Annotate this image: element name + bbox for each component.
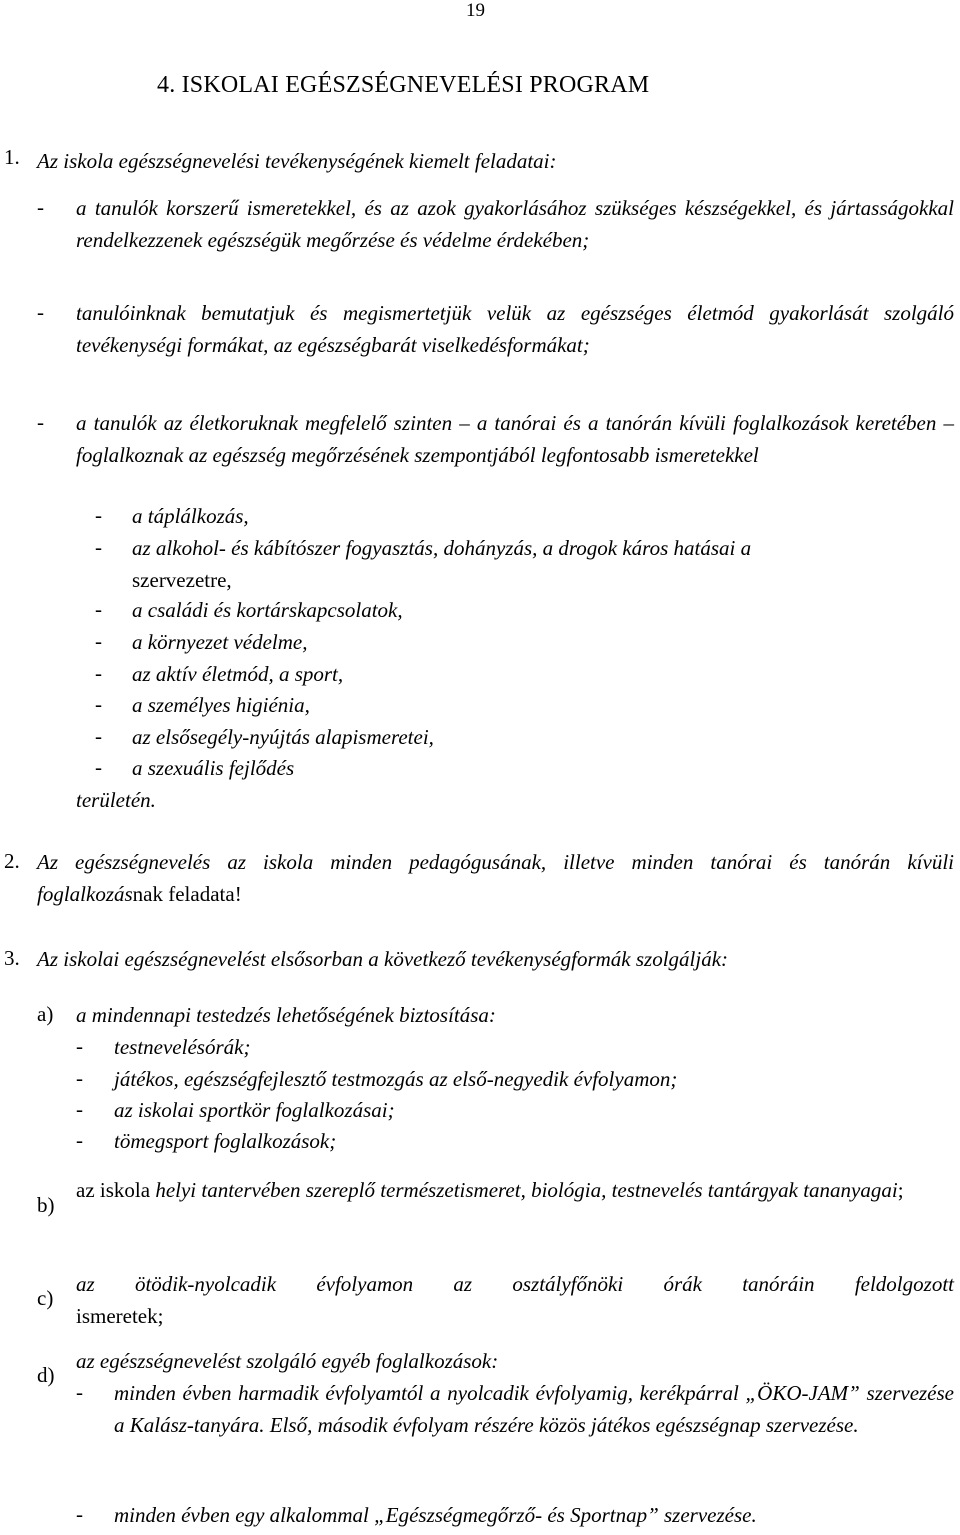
section-1-item-1-text: a tanulók korszerű ismeretekkel, és az azok gyakorlásához szükséges készségekkel, és jártasságokkal rendelkezzenek egészségük megőrzése és védelme érdekében; bbox=[76, 196, 954, 252]
sub-item-2-text: az alkohol- és kábítószer fogyasztás, dohányzás, a drogok káros hatásai a bbox=[132, 536, 752, 560]
sub-item-1-text: a táplálkozás, bbox=[132, 504, 249, 528]
sub-item-2-cont bbox=[132, 564, 232, 596]
sub-item-4-text: a környezet védelme, bbox=[132, 630, 308, 654]
section-1-closing bbox=[76, 784, 156, 816]
sub-item-3-text: a családi és kortárskapcsolatok, bbox=[132, 598, 403, 622]
sub-item-6 bbox=[132, 689, 310, 721]
section-3-heading bbox=[37, 943, 728, 975]
sub-dash-6: - bbox=[95, 692, 102, 716]
dash-1: - bbox=[37, 195, 44, 219]
a-item-4-text: tömegsport foglalkozások; bbox=[114, 1129, 337, 1153]
a-item-3 bbox=[114, 1094, 395, 1126]
item-c bbox=[76, 1268, 954, 1300]
item-a-label: a) bbox=[37, 1002, 54, 1026]
sub-dash-8: - bbox=[95, 755, 102, 779]
sub-item-8 bbox=[132, 752, 294, 784]
sub-item-8-text: a szexuális fejlődés bbox=[132, 756, 295, 780]
section-3-heading-text: Az iskolai egészségnevelést elsősorban a következő tevékenységformák szolgálják: bbox=[37, 947, 729, 971]
page-number: 19 bbox=[466, 0, 485, 21]
item-b-italic: helyi tantervében szereplő természetismeret, biológia, testnevelés tantárgyak tananyagai bbox=[155, 1178, 898, 1202]
a-dash-2: - bbox=[76, 1066, 83, 1090]
sub-item-5 bbox=[132, 658, 343, 690]
sub-dash-5: - bbox=[95, 661, 102, 685]
section-2-number: 2. bbox=[4, 849, 20, 873]
sub-item-4 bbox=[132, 626, 308, 658]
section-1-heading-text: Az iskola egészségnevelési tevékenységének kiemelt feladatai: bbox=[37, 149, 557, 173]
sub-item-7 bbox=[132, 721, 434, 753]
a-item-2-text: játékos, egészségfejlesztő testmozgás az első-negyedik évfolyamon; bbox=[114, 1067, 678, 1091]
sub-dash-1: - bbox=[95, 503, 102, 527]
item-d-text: az egészségnevelést szolgáló egyéb foglalkozások: bbox=[76, 1349, 499, 1373]
dash-3: - bbox=[37, 410, 44, 434]
d-item-1-text: minden évben harmadik évfolyamtól a nyolcadik évfolyamig, kerékpárral „ÖKO-JAM” szervezése a Kalász-tanyára. Első, második évfolyam részére közös játékos egészségnap szervezése. bbox=[114, 1381, 954, 1437]
sub-dash-7: - bbox=[95, 724, 102, 748]
section-1-item-1 bbox=[76, 192, 954, 256]
sub-item-1 bbox=[132, 500, 249, 532]
a-item-4 bbox=[114, 1125, 336, 1157]
a-dash-4: - bbox=[76, 1128, 83, 1152]
section-1-item-3 bbox=[76, 407, 954, 471]
page-title: 4. ISKOLAI EGÉSZSÉGNEVELÉSI PROGRAM bbox=[157, 72, 650, 98]
section-2-text bbox=[37, 846, 954, 910]
a-item-3-text: az iskolai sportkör foglalkozásai; bbox=[114, 1098, 395, 1122]
d-dash-1: - bbox=[76, 1380, 83, 1404]
item-c-cont bbox=[76, 1300, 163, 1332]
a-item-1-text: testnevelésórák; bbox=[114, 1035, 251, 1059]
item-b-end: ; bbox=[897, 1178, 904, 1202]
sub-item-7-text: az elsősegély-nyújtás alapismeretei, bbox=[132, 725, 434, 749]
section-1-item-3-text: a tanulók az életkoruknak megfelelő szinten – a tanórai és a tanórán kívüli foglalkozások keretében – foglalkoznak az egészség megőrzésének szempontjából legfontosabb ismeretekkel bbox=[76, 411, 954, 467]
sub-dash-3: - bbox=[95, 597, 102, 621]
dash-2: - bbox=[37, 300, 44, 324]
item-a-text: a mindennapi testedzés lehetőségének biztosítása: bbox=[76, 1003, 496, 1027]
item-b-label: b) bbox=[37, 1193, 55, 1217]
d-item-1 bbox=[114, 1377, 954, 1441]
item-c-plain: ismeretek; bbox=[76, 1304, 164, 1328]
item-c-label: c) bbox=[37, 1286, 54, 1310]
section-3-number: 3. bbox=[4, 946, 20, 970]
item-a bbox=[76, 999, 496, 1031]
section-1-item-2 bbox=[76, 297, 954, 361]
d-item-2-text: minden évben egy alkalommal „Egészségmegőrző- és Sportnap” szervezése. bbox=[114, 1503, 757, 1527]
sub-item-2 bbox=[132, 532, 751, 564]
sub-dash-4: - bbox=[95, 629, 102, 653]
sub-item-2-cont-text: szervezetre, bbox=[132, 568, 232, 592]
a-dash-3: - bbox=[76, 1097, 83, 1121]
item-d bbox=[76, 1345, 498, 1377]
sub-dash-2: - bbox=[95, 535, 102, 559]
item-b bbox=[76, 1174, 954, 1206]
section-1-heading bbox=[37, 145, 917, 177]
d-item-2 bbox=[114, 1499, 757, 1531]
section-1-item-2-text: tanulóinknak bemutatjuk és megismertetjük velük az egészséges életmód gyakorlását szolgáló tevékenységi formákat, az egészségbarát viselkedésformákat; bbox=[76, 301, 954, 357]
a-item-1 bbox=[114, 1031, 250, 1063]
a-item-2 bbox=[114, 1063, 677, 1095]
d-dash-2: - bbox=[76, 1502, 83, 1526]
section-2-italic: Az egészségnevelés az iskola minden pedagógusának, illetve minden tanórai és tanórán kívüli foglalkozás bbox=[37, 850, 954, 906]
a-dash-1: - bbox=[76, 1034, 83, 1058]
sub-item-3 bbox=[132, 594, 403, 626]
item-b-plain: az iskola bbox=[76, 1178, 156, 1202]
section-1-number: 1. bbox=[4, 145, 20, 169]
item-d-label: d) bbox=[37, 1363, 55, 1387]
section-2-plain: nak feladata! bbox=[132, 882, 242, 906]
sub-item-6-text: a személyes higiénia, bbox=[132, 693, 310, 717]
section-1-closing-text: területén. bbox=[76, 788, 156, 812]
sub-item-5-text: az aktív életmód, a sport, bbox=[132, 662, 344, 686]
item-c-italic: az ötödik-nyolcadik évfolyamon az osztályfőnöki órák tanóráin feldolgozott bbox=[76, 1272, 954, 1296]
